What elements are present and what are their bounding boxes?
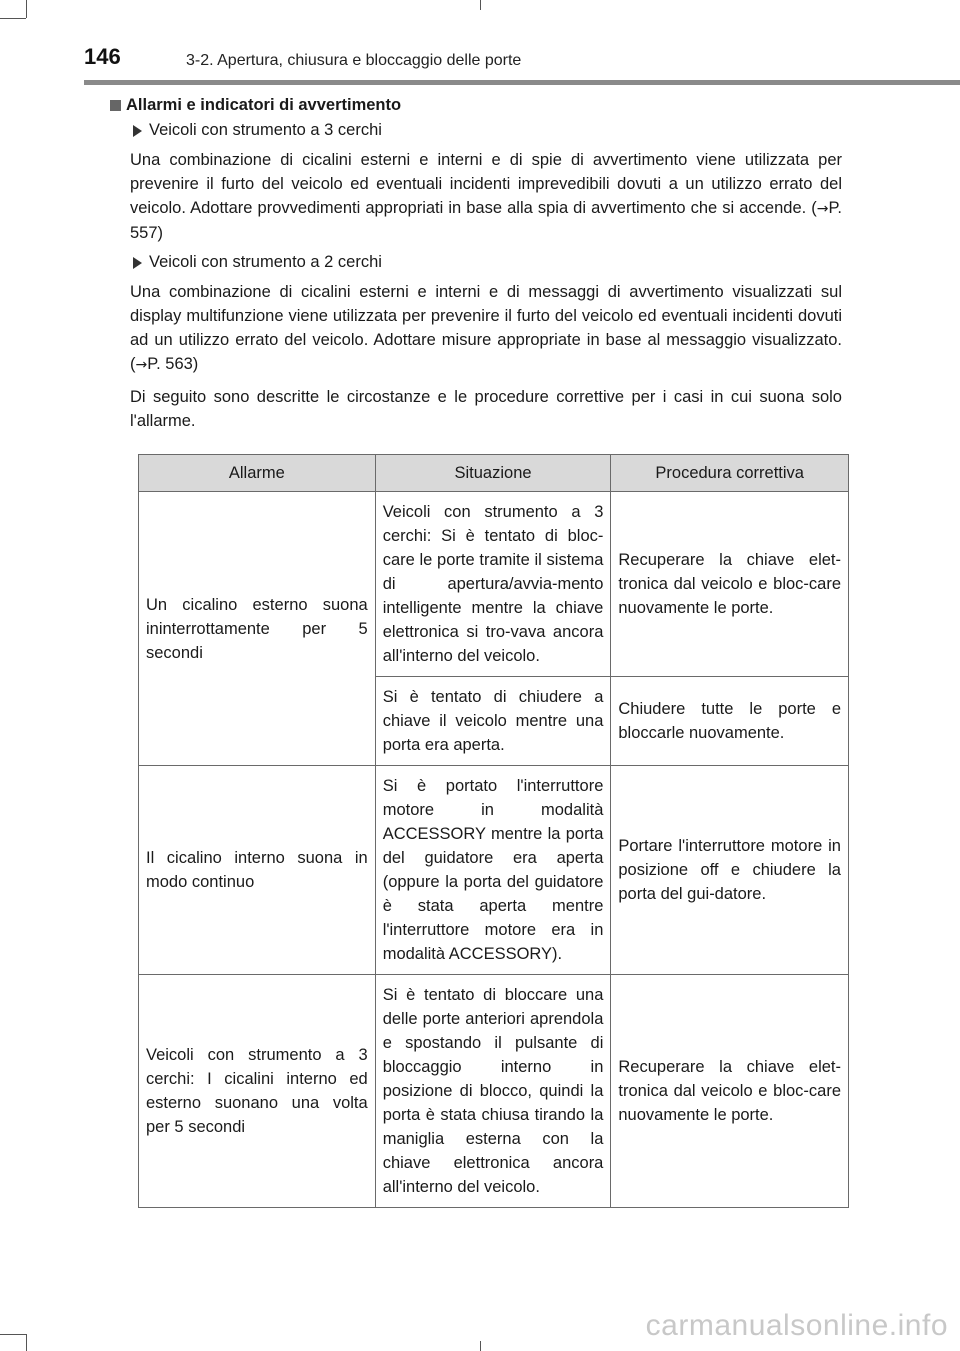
cell-situation: Si è portato l'interruttore motore in modalità ACCESSORY mentre la porta del guidatore era aperta (oppure la porta del guidatore è stata aperta mentre l'interruttore motore era in modalità ACCESSORY). xyxy=(375,766,611,975)
crop-mark xyxy=(0,18,26,19)
crop-mark xyxy=(26,1334,27,1351)
table-row xyxy=(139,975,849,1208)
square-bullet-icon xyxy=(110,100,121,111)
cell-alarm: Il cicalino interno suona in modo continuo xyxy=(139,766,376,975)
cell-situation: Veicoli con strumento a 3 cerchi: Si è tentato di bloc-care le porte tramite il sistema di apertura/avvia-mento intelligente mentre la chiave elettronica si tro-vava ancora all'interno del veicolo. xyxy=(375,492,611,677)
cell-alarm: Un cicalino esterno suona ininterrottamente per 5 secondi xyxy=(139,492,376,766)
paragraph-2-dial xyxy=(130,280,842,377)
paragraph-text: Una combinazione di cicalini esterni e interni e di messaggi di avvertimento visualizzati sul display multifunzione viene utilizzata per prevenire il furto del veicolo ed eventuali incidenti dovuti ad un utilizzo errato del veicolo. Adottare misure appropriate in base al messaggio visualizzato. ( xyxy=(130,283,842,373)
cell-procedure: Portare l'interruttore motore in posizione off e chiudere la porta del gui-datore. xyxy=(611,766,849,975)
cell-situation: Si è tentato di chiudere a chiave il veicolo mentre una porta era aperta. xyxy=(375,677,611,766)
page-ref-arrow-icon: → xyxy=(816,201,829,217)
closing-paragraph: Di seguito sono descritte le circostanze e le procedure correttive per i casi in cui suona solo l'allarme. xyxy=(130,388,842,430)
crop-mark xyxy=(480,0,481,10)
paragraph-3-dial xyxy=(130,148,842,245)
table-header-row xyxy=(139,455,849,492)
crop-mark xyxy=(26,0,27,18)
crop-mark xyxy=(480,1341,481,1351)
watermark: carmanualsonline.info xyxy=(645,1309,948,1342)
header-procedure: Procedura correttiva xyxy=(611,455,849,492)
triangle-bullet-icon xyxy=(133,257,142,269)
subheading-text: Veicoli con strumento a 2 cerchi xyxy=(149,253,382,271)
cell-situation: Si è tentato di bloccare una delle porte anteriori aprendola e spostando il pulsante di bloccaggio interno in posizione di blocco, quindi la porta è stata chiusa tirando la maniglia esterna con la chiave elettronica ancora all'interno del veicolo. xyxy=(375,975,611,1208)
section-content xyxy=(119,96,842,441)
cell-procedure: Recuperare la chiave elet-tronica dal veicolo e bloc-care nuovamente le porte. xyxy=(611,975,849,1208)
running-header: 3-2. Apertura, chiusura e bloccaggio delle porte xyxy=(186,52,522,69)
page-ref: P. 557) xyxy=(130,199,842,242)
paragraph-text: Una combinazione di cicalini esterni e interni e di spie di avvertimento viene utilizzata per prevenire il furto del veicolo ed eventuali incidenti imprevedibili dovuti a un utilizzo errato del veicolo. Adottare provvedimenti appropriati in base alla spia di avvertimento che si accende. ( xyxy=(130,151,842,217)
table-row xyxy=(139,766,849,975)
header-rule xyxy=(84,80,960,85)
cell-procedure: Chiudere tutte le porte e bloccarle nuovamente. xyxy=(611,677,849,766)
section-heading xyxy=(110,96,842,115)
cell-procedure: Recuperare la chiave elet-tronica dal veicolo e bloc-care nuovamente le porte. xyxy=(611,492,849,677)
header-situation: Situazione xyxy=(375,455,611,492)
cell-alarm: Veicoli con strumento a 3 cerchi: I cicalini interno ed esterno suonano una volta per 5 secondi xyxy=(139,975,376,1208)
page-ref: P. 563) xyxy=(147,355,199,373)
table-row xyxy=(139,492,849,677)
page-ref-arrow-icon: → xyxy=(135,357,148,373)
subheading-3-dial xyxy=(133,121,842,140)
subheading-2-dial xyxy=(133,253,842,272)
triangle-bullet-icon xyxy=(133,125,142,137)
subheading-text: Veicoli con strumento a 3 cerchi xyxy=(149,121,382,139)
page-number: 146 xyxy=(84,44,121,69)
alarm-table xyxy=(138,454,849,1208)
section-title: Allarmi e indicatori di avvertimento xyxy=(126,96,402,114)
crop-mark xyxy=(0,1334,26,1335)
header-alarm: Allarme xyxy=(139,455,376,492)
